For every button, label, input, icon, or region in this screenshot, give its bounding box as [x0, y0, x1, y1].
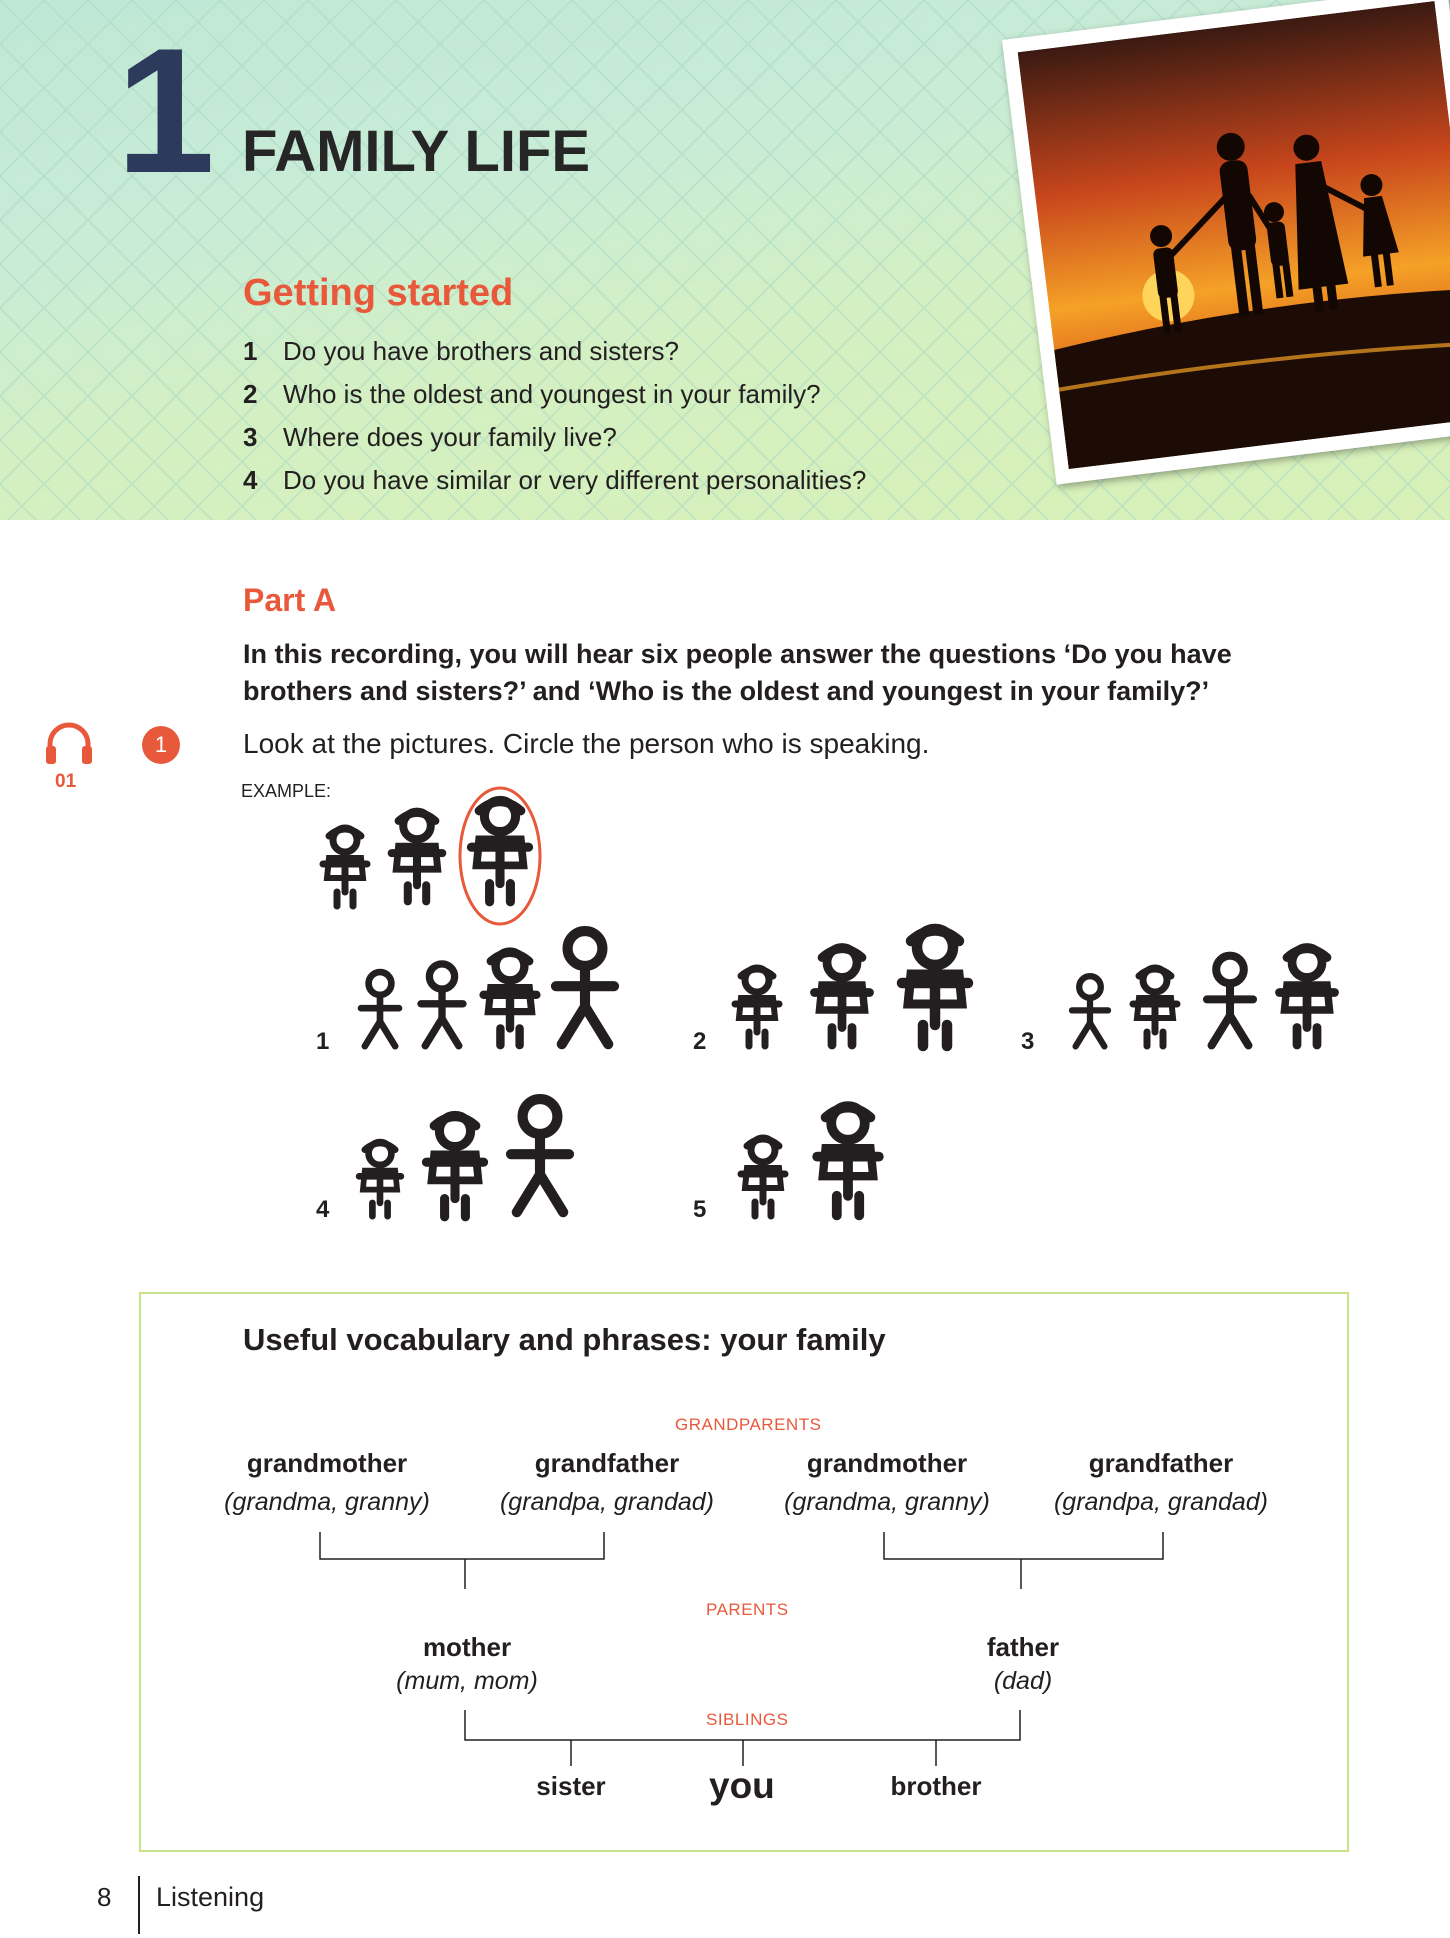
question-text: Where does your family live?	[283, 422, 617, 452]
picture-label: 5	[693, 1196, 707, 1223]
grandmother-term: grandmother	[246, 1448, 408, 1478]
question-number: 1	[243, 336, 258, 366]
grandfather-term: grandfather	[1088, 1448, 1234, 1478]
grandmother-alt: (grandma, granny)	[224, 1488, 430, 1516]
grandfather-alt: (grandpa, grandad)	[499, 1488, 715, 1516]
question-text: Who is the oldest and youngest in your family?	[283, 379, 821, 409]
footer-divider	[138, 1876, 140, 1934]
father-term: father	[986, 1632, 1060, 1662]
task-number-badge: 1	[142, 726, 180, 764]
question-text: Do you have similar or very different personalities?	[283, 465, 867, 495]
part-a-instruction-line1: In this recording, you will hear six people answer the questions ‘Do you have	[243, 639, 1232, 669]
siblings-label: SIBLINGS	[706, 1710, 789, 1729]
section-name: Listening	[156, 1882, 265, 1912]
sister-term: sister	[536, 1771, 606, 1801]
brother-term: brother	[890, 1771, 982, 1801]
part-a-instruction-line2: brothers and sisters?’ and ‘Who is the oldest and youngest in your family?’	[243, 676, 1210, 706]
mother-term: mother	[422, 1632, 512, 1662]
question-number: 4	[243, 465, 258, 495]
vocabulary-title: Useful vocabulary and phrases: your family	[243, 1322, 886, 1357]
father-alt: (dad)	[993, 1667, 1053, 1695]
grandfather-alt: (grandpa, grandad)	[1053, 1488, 1269, 1516]
picture-label: 3	[1021, 1028, 1035, 1055]
grandmother-alt: (grandma, granny)	[784, 1488, 990, 1516]
chapter-title: FAMILY LIFE	[242, 119, 591, 184]
grandfather-term: grandfather	[534, 1448, 680, 1478]
audio-track-number: 01	[55, 771, 77, 792]
question-number: 3	[243, 422, 258, 452]
part-a-title: Part A	[243, 582, 337, 618]
picture-label: 1	[316, 1028, 330, 1055]
example-label: EXAMPLE:	[241, 781, 332, 801]
mother-alt: (mum, mom)	[396, 1667, 538, 1695]
getting-started-title: Getting started	[243, 272, 514, 314]
grandparents-label: GRANDPARENTS	[675, 1415, 822, 1434]
picture-label: 2	[693, 1028, 707, 1055]
you-term: you	[709, 1765, 775, 1806]
question-text: Do you have brothers and sisters?	[283, 336, 679, 366]
question-number: 2	[243, 379, 258, 409]
task-instruction: Look at the pictures. Circle the person who is speaking.	[243, 728, 930, 759]
parents-label: PARENTS	[706, 1600, 789, 1619]
chapter-number: 1	[116, 11, 215, 210]
picture-label: 4	[316, 1196, 330, 1223]
page-number: 8	[97, 1882, 112, 1912]
grandmother-term: grandmother	[806, 1448, 968, 1478]
